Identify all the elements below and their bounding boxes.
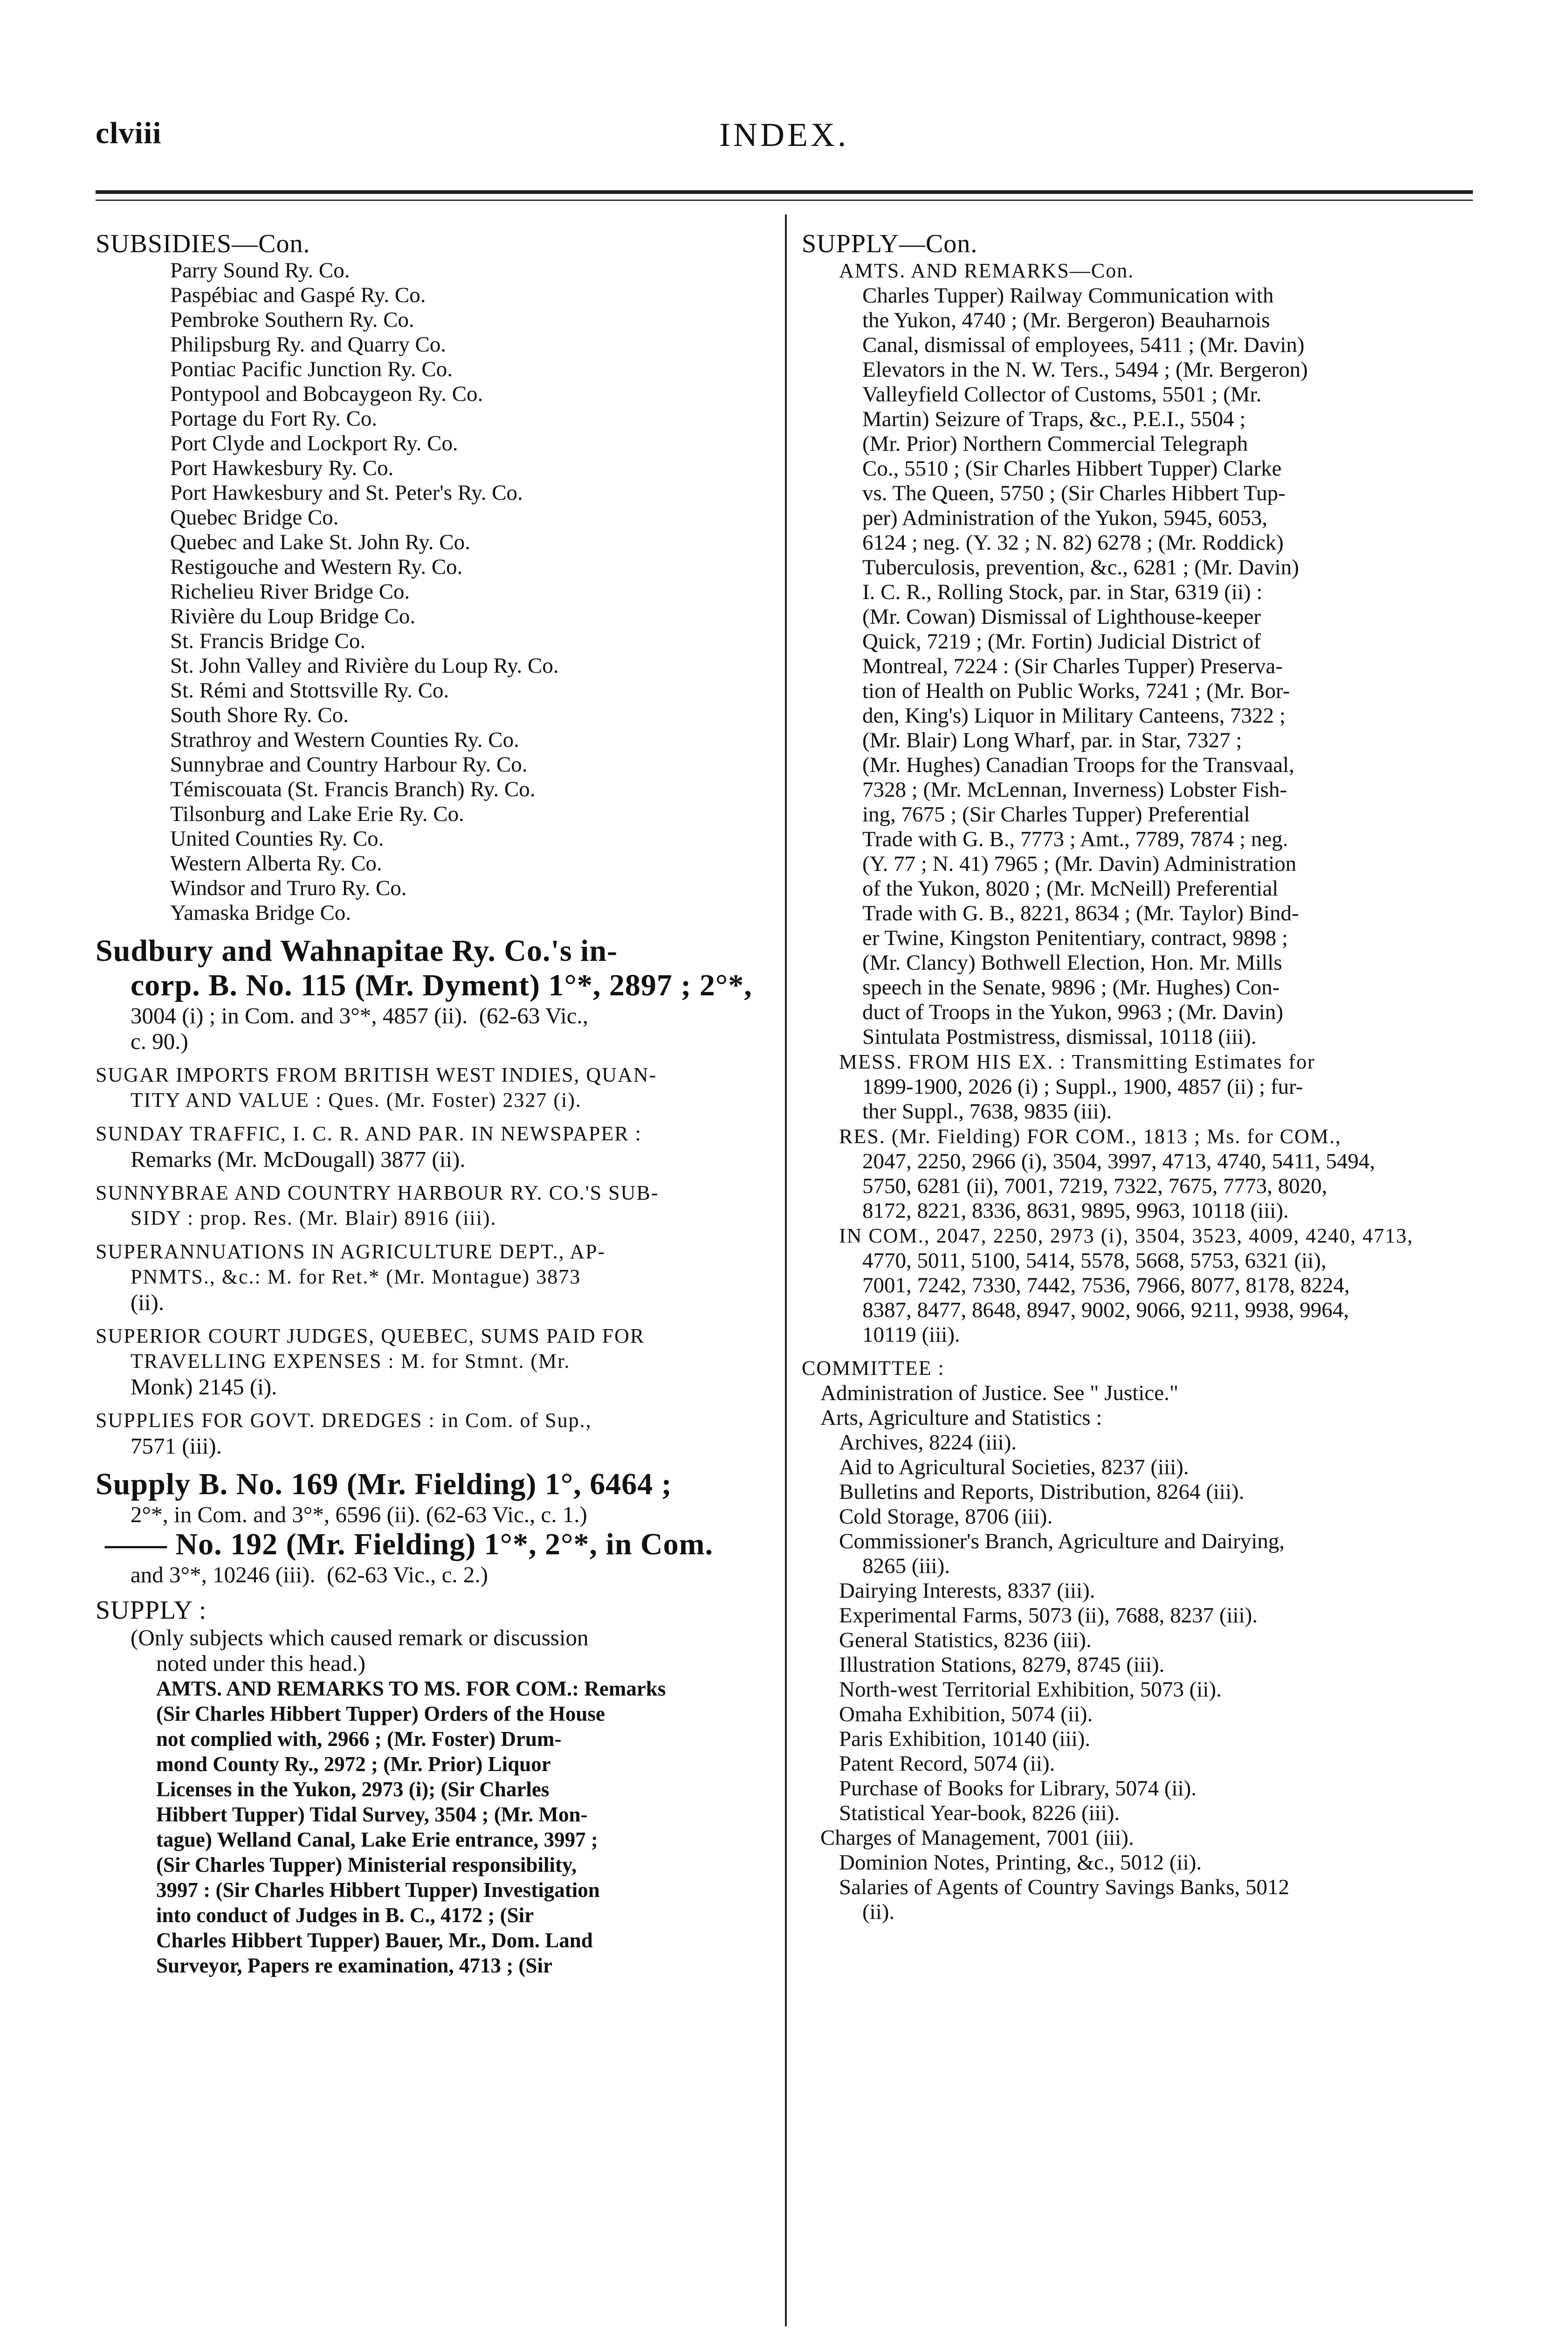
index-line: 8387, 8477, 8648, 8947, 9002, 9066, 9211, 9938, 9964, (862, 1298, 1349, 1322)
index-line: SUGAR IMPORTS FROM BRITISH WEST INDIES, QUAN- (96, 1063, 657, 1086)
index-line: Quebec and Lake St. John Ry. Co. (170, 530, 470, 554)
index-line: Trade with G. B., 7773 ; Amt., 7789, 7874 ; neg. (862, 827, 1288, 851)
index-line: Surveyor, Papers re examination, 4713 ; (Sir (156, 1954, 552, 1977)
index-line: Pontiac Pacific Junction Ry. Co. (170, 357, 453, 381)
index-line: United Counties Ry. Co. (170, 827, 384, 851)
index-line: 8265 (iii). (862, 1554, 950, 1578)
index-line: (Mr. Hughes) Canadian Troops for the Transvaal, (862, 753, 1294, 777)
index-line: Hibbert Tupper) Tidal Survey, 3504 ; (Mr. Mon- (156, 1803, 588, 1826)
index-line: Martin) Seizure of Traps, &c., P.E.I., 5504 ; (862, 407, 1246, 431)
index-line: SUPERIOR COURT JUDGES, QUEBEC, SUMS PAID FOR (96, 1324, 645, 1347)
index-line: Statistical Year-book, 8226 (iii). (839, 1801, 1120, 1825)
index-line: Parry Sound Ry. Co. (170, 258, 350, 283)
running-head: INDEX. (719, 116, 849, 153)
index-line: Supply B. No. 169 (Mr. Fielding) 1°, 6464 ; (96, 1467, 672, 1501)
index-line: Licenses in the Yukon, 2973 (i); (Sir Charles (156, 1778, 550, 1801)
index-line: ther Suppl., 7638, 9835 (iii). (862, 1099, 1112, 1124)
header-rule (96, 190, 1473, 194)
index-line: 6124 ; neg. (Y. 32 ; N. 82) 6278 ; (Mr. Roddick) (862, 531, 1284, 555)
index-line: Richelieu River Bridge Co. (170, 579, 410, 604)
index-line: Philipsburg Ry. and Quarry Co. (170, 332, 447, 357)
index-line: RES. (Mr. Fielding) FOR COM., 1813 ; Ms. for COM., (839, 1125, 1341, 1148)
index-line: Quebec Bridge Co. (170, 505, 339, 530)
index-line: SUBSIDIES—Con. (96, 229, 310, 258)
index-line: SIDY : prop. Res. (Mr. Blair) 8916 (iii). (131, 1207, 497, 1229)
index-line: Dairying Interests, 8337 (iii). (839, 1579, 1095, 1603)
index-line: Administration of Justice. See " Justice." (820, 1381, 1179, 1405)
index-line: (Y. 77 ; N. 41) 7965 ; (Mr. Davin) Administration (862, 852, 1297, 876)
index-line: SUNNYBRAE AND COUNTRY HARBOUR RY. CO.'S SUB- (96, 1181, 659, 1204)
page-folio: clviii (96, 116, 162, 150)
index-line: Montreal, 7224 : (Sir Charles Tupper) Preserva- (862, 654, 1283, 678)
index-line: Charles Tupper) Railway Communication with (862, 283, 1274, 308)
index-line: Sintulata Postmistress, dismissal, 10118 (iii). (862, 1025, 1257, 1049)
index-line: den, King's) Liquor in Military Canteens, 7322 ; (862, 703, 1286, 728)
index-line: 8172, 8221, 8336, 8631, 9895, 9963, 10118 (iii). (862, 1199, 1289, 1223)
index-line: per) Administration of the Yukon, 5945, 6053, (862, 506, 1267, 530)
index-line: SUPPLIES FOR GOVT. DREDGES : in Com. of Sup., (96, 1409, 592, 1432)
index-line: TRAVELLING EXPENSES : M. for Stmnt. (Mr. (131, 1350, 571, 1372)
index-line: 5750, 6281 (ii), 7001, 7219, 7322, 7675, 7773, 8020, (862, 1174, 1327, 1198)
index-line: St. John Valley and Rivière du Loup Ry. Co. (170, 654, 559, 678)
index-line: Charles Hibbert Tupper) Bauer, Mr., Dom. Land (156, 1929, 593, 1952)
index-line: Archives, 8224 (iii). (839, 1430, 1017, 1455)
index-line: Experimental Farms, 5073 (ii), 7688, 8237 (iii). (839, 1603, 1258, 1628)
index-line: Salaries of Agents of Country Savings Banks, 5012 (839, 1875, 1290, 1899)
index-line: c. 90.) (131, 1028, 188, 1054)
index-line: Dominion Notes, Printing, &c., 5012 (ii). (839, 1850, 1202, 1875)
index-line: SUPERANNUATIONS IN AGRICULTURE DEPT., AP- (96, 1240, 606, 1263)
index-line: tion of Health on Public Works, 7241 ; (Mr. Bor- (862, 679, 1290, 703)
index-line: Sunnybrae and Country Harbour Ry. Co. (170, 752, 528, 777)
index-line: South Shore Ry. Co. (170, 703, 349, 727)
index-line: mond County Ry., 2972 ; (Mr. Prior) Liquor (156, 1752, 551, 1776)
index-line: into conduct of Judges in B. C., 4172 ; (Sir (156, 1903, 534, 1927)
index-line: Yamaska Bridge Co. (170, 901, 351, 925)
index-line: SUPPLY—Con. (802, 229, 978, 258)
index-line: of the Yukon, 8020 ; (Mr. McNeill) Preferential (862, 876, 1279, 901)
index-line: the Yukon, 4740 ; (Mr. Bergeron) Beauharnois (862, 308, 1270, 332)
index-line: (Mr. Clancy) Bothwell Election, Hon. Mr. Mills (862, 951, 1282, 975)
index-line: Port Clyde and Lockport Ry. Co. (170, 431, 458, 455)
index-line: General Statistics, 8236 (iii). (839, 1628, 1092, 1652)
index-line: AMTS. AND REMARKS—Con. (839, 259, 1135, 282)
index-line: Tilsonburg and Lake Erie Ry. Co. (170, 802, 464, 826)
index-line: er Twine, Kingston Penitentiary, contract, 9898 ; (862, 926, 1288, 950)
index-line: (Only subjects which caused remark or discussion (131, 1625, 589, 1650)
index-line: AMTS. AND REMARKS TO MS. FOR COM.: Remarks (156, 1677, 666, 1700)
index-line: 7571 (iii). (131, 1433, 222, 1459)
index-line: Western Alberta Ry. Co. (170, 851, 382, 876)
index-line: Patent Record, 5074 (ii). (839, 1752, 1055, 1776)
index-line: Bulletins and Reports, Distribution, 8264 (iii). (839, 1480, 1245, 1504)
index-line: Elevators in the N. W. Ters., 5494 ; (Mr. Bergeron) (862, 358, 1308, 382)
index-line: (ii). (131, 1290, 165, 1315)
index-line: Pontypool and Bobcaygeon Ry. Co. (170, 382, 483, 406)
index-line: Paspébiac and Gaspé Ry. Co. (170, 283, 426, 307)
index-line: Remarks (Mr. McDougall) 3877 (ii). (131, 1146, 466, 1172)
index-line: 3997 : (Sir Charles Hibbert Tupper) Investigation (156, 1878, 600, 1902)
index-line: Omaha Exhibition, 5074 (ii). (839, 1702, 1093, 1726)
index-line: (Mr. Blair) Long Wharf, par. in Star, 7327 ; (862, 728, 1242, 752)
index-line: Purchase of Books for Library, 5074 (ii). (839, 1776, 1197, 1800)
index-line: SUPPLY : (96, 1596, 207, 1625)
index-line: vs. The Queen, 5750 ; (Sir Charles Hibbert Tup- (862, 481, 1286, 505)
index-line: Strathroy and Western Counties Ry. Co. (170, 728, 519, 752)
index-line: Commissioner's Branch, Agriculture and Dairying, (839, 1529, 1285, 1553)
column-divider (785, 214, 787, 2326)
index-line: 7001, 7242, 7330, 7442, 7536, 7966, 8077, 8178, 8224, (862, 1273, 1350, 1297)
index-line: (Mr. Prior) Northern Commercial Telegraph (862, 432, 1248, 456)
index-line: and 3°*, 10246 (iii). (62-63 Vic., c. 2.) (131, 1562, 488, 1587)
index-line: (Sir Charles Hibbert Tupper) Orders of the House (156, 1702, 605, 1725)
index-line: PNMTS., &c.: M. for Ret.* (Mr. Montague) 3873 (131, 1265, 581, 1288)
index-line: MESS. FROM HIS EX. : Transmitting Estimates for (839, 1050, 1315, 1073)
index-line: Co., 5510 ; (Sir Charles Hibbert Tupper) Clarke (862, 456, 1282, 481)
index-line: Rivière du Loup Bridge Co. (170, 604, 416, 628)
index-line: 2047, 2250, 2966 (i), 3504, 3997, 4713, 4740, 5411, 5494, (862, 1149, 1375, 1173)
index-line: TITY AND VALUE : Ques. (Mr. Foster) 2327 (i). (131, 1089, 582, 1111)
index-line: ing, 7675 ; (Sir Charles Tupper) Preferential (862, 802, 1250, 827)
index-line: duct of Troops in the Yukon, 9963 ; (Mr. Davin) (862, 1000, 1284, 1024)
index-line: I. C. R., Rolling Stock, par. in Star, 6319 (ii) : (862, 580, 1263, 604)
index-line: St. Francis Bridge Co. (170, 629, 366, 653)
index-line: Paris Exhibition, 10140 (iii). (839, 1727, 1091, 1751)
index-line: (Mr. Cowan) Dismissal of Lighthouse-keeper (862, 605, 1261, 629)
right-column (802, 229, 1473, 1924)
index-line: Pembroke Southern Ry. Co. (170, 308, 414, 332)
index-line: —— No. 192 (Mr. Fielding) 1°*, 2°*, in Com. (105, 1527, 714, 1561)
index-line: (Sir Charles Tupper) Ministerial responsibility, (156, 1853, 577, 1876)
index-line: (ii). (862, 1900, 895, 1924)
header-rule-thin (96, 200, 1473, 201)
index-line: Monk) 2145 (i). (131, 1374, 277, 1400)
index-line: noted under this head.) (156, 1650, 366, 1676)
index-line: 3004 (i) ; in Com. and 3°*, 4857 (ii). (62-63 Vic., (131, 1003, 589, 1028)
index-line: Arts, Agriculture and Statistics : (820, 1406, 1102, 1430)
index-line: 10119 (iii). (862, 1323, 960, 1347)
index-line: Canal, dismissal of employees, 5411 ; (Mr. Davin) (862, 333, 1305, 357)
index-line: not complied with, 2966 ; (Mr. Foster) Drum- (156, 1727, 562, 1751)
index-line: Tuberculosis, prevention, &c., 6281 ; (Mr. Davin) (862, 555, 1299, 579)
index-line: Charges of Management, 7001 (iii). (820, 1826, 1134, 1850)
left-column (96, 229, 769, 1978)
index-line: IN COM., 2047, 2250, 2973 (i), 3504, 3523, 4009, 4240, 4713, (839, 1224, 1414, 1247)
index-line: Portage du Fort Ry. Co. (170, 407, 378, 431)
index-line: Sudbury and Wahnapitae Ry. Co.'s in- (96, 934, 618, 968)
index-line: Cold Storage, 8706 (iii). (839, 1504, 1053, 1529)
index-line: speech in the Senate, 9896 ; (Mr. Hughes) Con- (862, 975, 1280, 1000)
index-line: Aid to Agricultural Societies, 8237 (iii). (839, 1455, 1189, 1479)
index-line: 2°*, in Com. and 3°*, 6596 (ii). (62-63 Vic., c. 1.) (131, 1502, 587, 1527)
index-line: Windsor and Truro Ry. Co. (170, 876, 407, 900)
index-line: Port Hawkesbury Ry. Co. (170, 456, 394, 480)
index-line: Trade with G. B., 8221, 8634 ; (Mr. Taylor) Bind- (862, 901, 1299, 925)
index-line: 7328 ; (Mr. McLennan, Inverness) Lobster Fish- (862, 778, 1287, 802)
index-line: Valleyfield Collector of Customs, 5501 ; (Mr. (862, 382, 1262, 407)
index-line: 1899-1900, 2026 (i) ; Suppl., 1900, 4857 (ii) ; fur- (862, 1075, 1303, 1099)
index-line: 4770, 5011, 5100, 5414, 5578, 5668, 5753, 6321 (ii), (862, 1248, 1327, 1273)
index-line: SUNDAY TRAFFIC, I. C. R. AND PAR. IN NEWSPAPER : (96, 1122, 642, 1145)
index-line: Quick, 7219 ; (Mr. Fortin) Judicial District of (862, 629, 1261, 654)
index-line: tague) Welland Canal, Lake Erie entrance, 3997 ; (156, 1828, 598, 1851)
index-line: North-west Territorial Exhibition, 5073 (ii). (839, 1677, 1222, 1702)
index-line: Témiscouata (St. Francis Branch) Ry. Co. (170, 777, 536, 801)
index-line: Restigouche and Western Ry. Co. (170, 555, 463, 579)
index-line: Illustration Stations, 8279, 8745 (iii). (839, 1653, 1165, 1677)
index-line: St. Rémi and Stottsville Ry. Co. (170, 678, 449, 703)
index-line: Port Hawkesbury and St. Peter's Ry. Co. (170, 481, 523, 505)
index-line: corp. B. No. 115 (Mr. Dyment) 1°*, 2897 ; 2°*, (131, 968, 752, 1002)
index-line: COMMITTEE : (802, 1357, 945, 1379)
